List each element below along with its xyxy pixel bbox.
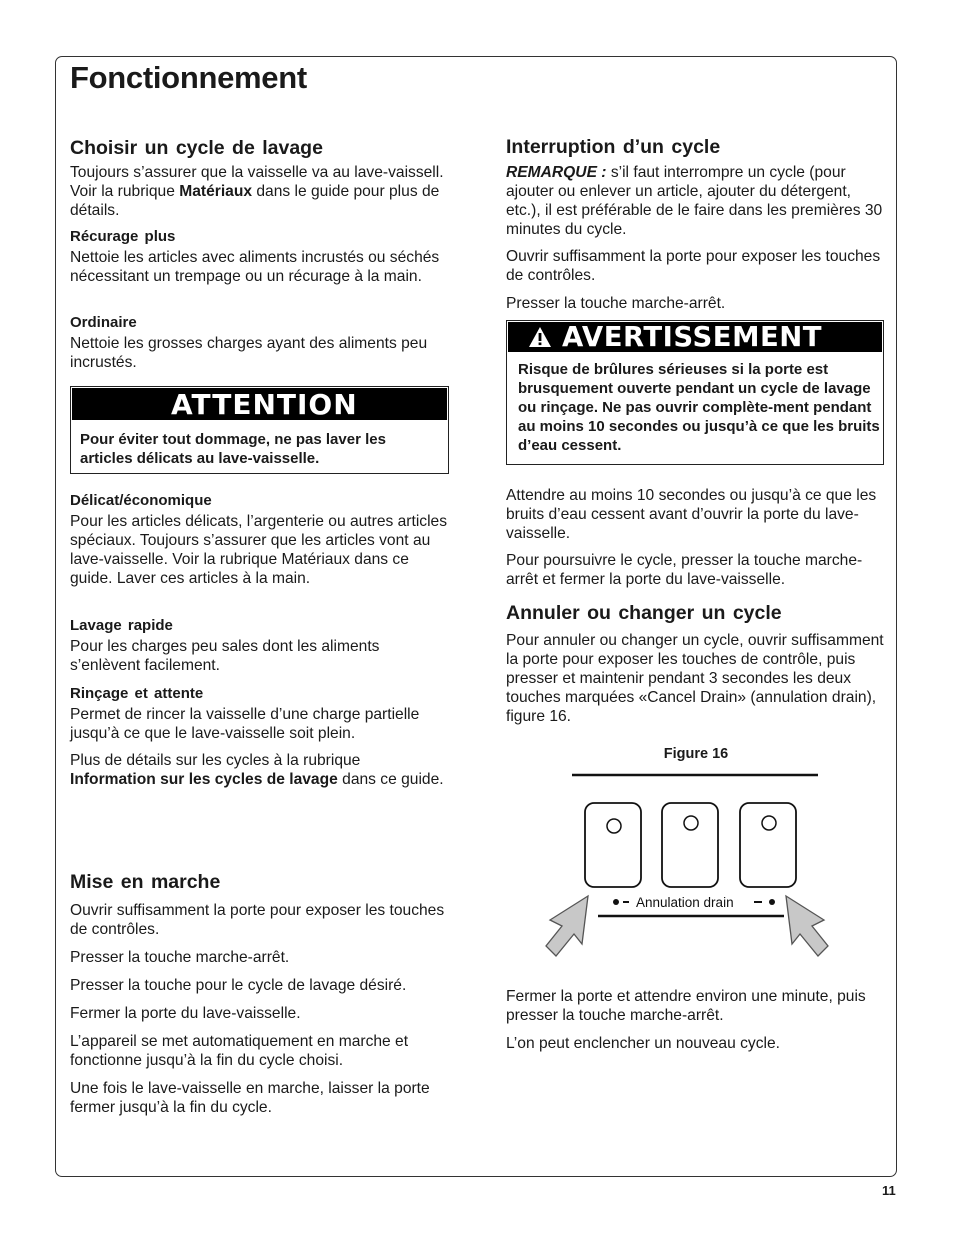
- paragraph: Fermer la porte du lave-vaisselle.: [70, 1005, 301, 1022]
- annulation-drain-marker: [613, 895, 775, 910]
- paragraph: Pour annuler ou changer un cycle, ouvrir suffisamment la porte pour exposer les touches de contrôle, puis presser et maintenir pendant 3 secondes les deux touches marquées «Cancel Drain» (annulation drain), figure 16.: [506, 632, 884, 725]
- arrow-left-icon: [546, 896, 588, 956]
- control-button-left: [585, 803, 641, 887]
- bold-text: Matériaux: [179, 183, 253, 200]
- attention-message: Pour éviter tout dommage, ne pas laver les articles délicats au lave-vaisselle.: [80, 431, 386, 467]
- closing-instructions: [506, 987, 886, 1053]
- paragraph: Nettoie les articles avec aliments incrustés ou séchés nécessitant un trempage ou un récurage à la main.: [70, 249, 440, 285]
- figure-16-control-panel: [540, 770, 840, 960]
- paragraph: [70, 751, 450, 789]
- text-span: Plus de détails sur les cycles à la rubrique: [70, 752, 361, 769]
- remarque-label: REMARQUE :: [506, 164, 607, 181]
- annulation-drain-label: Annulation drain: [636, 895, 734, 910]
- subheading: Lavage rapide: [70, 617, 173, 634]
- paragraph: Ouvrir suffisamment la porte pour exposer les touches de contrôles.: [70, 902, 445, 938]
- warning-label: AVERTISSEMENT: [562, 321, 823, 353]
- paragraph: Presser la touche marche-arrêt.: [506, 295, 726, 312]
- control-button-right: [740, 803, 796, 887]
- page-number: 11: [882, 1183, 896, 1198]
- cycle-delicat: [70, 492, 450, 588]
- page-title: Fonctionnement: [70, 60, 307, 95]
- bold-text: Information sur les cycles de lavage: [70, 771, 338, 788]
- text-span: dans le guide pour plus de détails.: [70, 183, 440, 219]
- paragraph: Pour les charges peu sales dont les aliments s’enlèvent facilement.: [70, 638, 380, 674]
- subheading: Délicat/économique: [70, 492, 212, 509]
- paragraph: Une fois le lave-vaisselle en marche, laisser la porte fermer jusqu’à la fin du cycle.: [70, 1080, 430, 1116]
- section-mise-en-marche: [70, 871, 450, 1117]
- attention-header: [72, 388, 447, 420]
- paragraph: Attendre au moins 10 secondes ou jusqu’à ce que les bruits d’eau cessent avant d’ouvrir la porte du lave-vaisselle.: [506, 487, 877, 542]
- warning-triangle-icon: [528, 326, 552, 348]
- paragraph: Presser la touche pour le cycle de lavage désiré.: [70, 977, 407, 994]
- subheading: Récurage plus: [70, 228, 176, 245]
- paragraph: [70, 163, 450, 220]
- attention-box: [70, 386, 449, 474]
- section-heading: Mise en marche: [70, 871, 221, 893]
- text-span: dans ce guide.: [337, 771, 444, 788]
- paragraph: Ouvrir suffisamment la porte pour exposer les touches de contrôles.: [506, 248, 881, 284]
- warning-box: [506, 320, 884, 465]
- attention-label: ATTENTION: [171, 387, 358, 421]
- paragraph: Presser la touche marche-arrêt.: [70, 949, 290, 966]
- text-span: s’il faut interrompre un cycle (pour ajouter ou enlever un article, ajouter du détergent, etc.), il est préférable de le faire dans les premières 30 minutes du cycle.: [506, 164, 883, 238]
- paragraph: Nettoie les grosses charges ayant des aliments peu incrustés.: [70, 335, 428, 371]
- after-warning: [506, 486, 886, 589]
- section-heading: Annuler ou changer un cycle: [506, 602, 782, 624]
- warning-header: [508, 322, 882, 352]
- subheading: Rinçage et attente: [70, 685, 204, 702]
- section-choisir: [70, 137, 450, 220]
- cycle-recurage: [70, 228, 450, 286]
- cycle-ordinaire: [70, 314, 450, 372]
- warning-message: Risque de brûlures sérieuses si la porte est brusquement ouverte pendant un cycle de lavage ou rinçage. Ne pas ouvrir complète-ment pendant au moins 10 secondes ou jusqu’à ce que les bruits d’eau cessent.: [518, 361, 880, 454]
- more-info: [70, 751, 450, 789]
- paragraph: Pour les articles délicats, l’argenterie ou autres articles spéciaux. Toujours s’assurer que les articles vont au lave-vaisselle. Voir la rubrique Matériaux dans ce guide. Laver ces articles à la main.: [70, 513, 448, 587]
- paragraph: Fermer la porte et attendre environ une minute, puis presser la touche marche-arrêt.: [506, 988, 866, 1024]
- paragraph: L’on peut enclencher un nouveau cycle.: [506, 1035, 780, 1052]
- subheading: Ordinaire: [70, 314, 137, 331]
- paragraph: Permet de rincer la vaisselle d’une charge partielle jusqu’à ce que le lave-vaisselle soit plein.: [70, 706, 420, 742]
- paragraph: L’appareil se met automatiquement en marche et fonctionne jusqu’à la fin du cycle choisi.: [70, 1033, 409, 1069]
- text-span: Toujours s’assurer que la vaisselle va au lave-vaissell. Voir la rubrique: [70, 164, 444, 200]
- arrow-right-icon: [786, 896, 828, 956]
- paragraph: Pour poursuivre le cycle, presser la touche marche-arrêt et fermer la porte du lave-vaisselle.: [506, 552, 863, 588]
- section-heading: Interruption d’un cycle: [506, 136, 721, 158]
- section-interruption: [506, 136, 886, 313]
- control-button-middle: [662, 803, 718, 887]
- section-heading: Choisir un cycle de lavage: [70, 137, 323, 159]
- paragraph: [506, 163, 886, 239]
- figure-caption: Figure 16: [663, 746, 729, 762]
- cycle-rincage: [70, 685, 450, 743]
- section-annuler: [506, 602, 886, 726]
- cycle-rapide: [70, 617, 450, 675]
